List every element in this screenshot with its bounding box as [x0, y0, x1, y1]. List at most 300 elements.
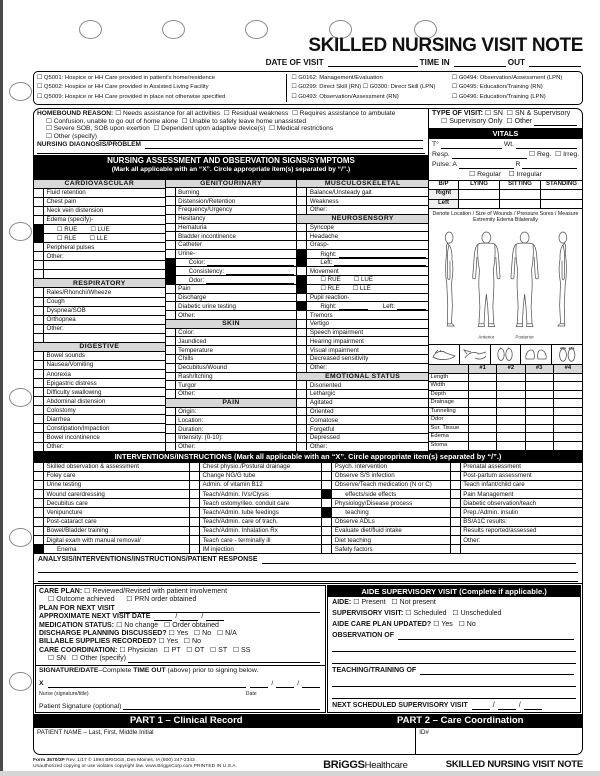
mark-cell[interactable] [34, 189, 44, 197]
assessment-item-label[interactable]: Colostomy [46, 406, 76, 414]
mark-cell[interactable] [451, 545, 461, 553]
assessment-item-label[interactable]: Cough [46, 298, 65, 306]
assessment-item-label[interactable]: Depressed [309, 434, 340, 442]
mark-cell[interactable] [297, 355, 307, 363]
intervention-label[interactable]: IM injection [202, 545, 234, 553]
mark-cell[interactable] [34, 388, 44, 396]
assessment-item-label[interactable]: Other: [46, 443, 64, 451]
assessment-item-label[interactable]: Distension/Retention [178, 197, 236, 205]
intervention-label[interactable]: Observe ADLs [334, 518, 375, 526]
assessment-item-label[interactable]: Balance/Unsteady gait [309, 188, 372, 196]
mark-cell[interactable] [166, 355, 176, 363]
wound-input-cell[interactable] [554, 374, 582, 383]
mark-cell[interactable] [34, 207, 44, 215]
mark-cell[interactable] [166, 346, 176, 354]
assessment-item-label[interactable]: Dyspnea/SOB [46, 307, 86, 315]
checkbox-options[interactable]: ☐ Needs assistance for all activities ☐ Residual weakness ☐ Requires assistance to ambulate [115, 110, 396, 118]
wound-input-cell[interactable] [497, 416, 525, 425]
mark-cell[interactable] [34, 334, 44, 342]
intervention-label[interactable]: Bowel/Bladder training [46, 527, 109, 535]
wound-input-cell[interactable] [497, 433, 525, 442]
assessment-item-label[interactable]: Burning [178, 188, 200, 196]
assessment-item-label[interactable]: Temperature [178, 346, 213, 354]
write-in-line[interactable] [534, 118, 577, 126]
wound-input-cell[interactable] [497, 442, 525, 451]
checkbox-options[interactable]: ☐ Supervisory Only ☐ Other [441, 118, 533, 126]
intervention-label[interactable]: Teach/Admin. care of trach. [202, 518, 278, 526]
intervention-label[interactable]: Physiology/Disease process [334, 499, 413, 507]
wound-input-cell[interactable] [554, 442, 582, 451]
intervention-label[interactable]: Admin. of vitamin B12 [202, 481, 263, 489]
assessment-item-label[interactable]: Decubitus/Wound [178, 364, 227, 372]
foot-diagram[interactable] [521, 345, 552, 364]
intervention-label[interactable]: Observe S/S infection [334, 472, 395, 480]
assessment-item-label[interactable]: Jaundiced [178, 337, 207, 345]
intervention-label[interactable]: Results reported/assessed [463, 527, 537, 535]
wound-input-cell[interactable] [497, 425, 525, 434]
assessment-item-label[interactable]: Intensity: (0-10): [178, 434, 223, 442]
resp-reg-irreg-checkboxes[interactable]: ☐ Reg. ☐ Irreg. [529, 150, 579, 158]
mark-cell[interactable] [322, 463, 332, 471]
mark-cell[interactable] [166, 373, 176, 381]
mark-cell[interactable] [34, 536, 44, 544]
mark-cell[interactable] [34, 443, 44, 451]
mark-cell[interactable] [166, 250, 176, 258]
mark-cell[interactable] [166, 241, 176, 249]
intervention-label[interactable]: Observe/Teach medication (N or C) [334, 481, 432, 489]
mark-cell[interactable] [166, 215, 176, 223]
checkbox-options[interactable]: ☐ Severe SOB, SOB upon exertion ☐ Dependent upon adaptive device(s) ☐ Medical restrictions [46, 125, 334, 133]
code-option[interactable]: ☐ Q5001: Hospice or HH Care provided in patient's home/residence [37, 74, 215, 81]
write-in-line[interactable] [180, 613, 198, 621]
mark-cell[interactable] [297, 381, 307, 389]
mark-cell[interactable] [34, 406, 44, 414]
write-in-line[interactable] [145, 141, 423, 149]
assessment-item-label[interactable]: Catheter [178, 241, 202, 249]
checkbox-options[interactable]: ☐ Yes ☐ No [158, 638, 201, 646]
assessment-item-label[interactable]: Chills [178, 355, 194, 363]
assessment-item-label[interactable]: Bowel incontinence [46, 433, 100, 441]
code-option[interactable]: ☐ G0494: Observation/Assessment (LPN) [451, 74, 563, 81]
assessment-item-label[interactable]: Grasp- [309, 241, 329, 249]
mark-cell[interactable] [166, 232, 176, 240]
mark-cell[interactable] [190, 527, 200, 535]
write-in-line[interactable] [99, 133, 423, 141]
intervention-label[interactable]: Psych. intervention [334, 463, 388, 471]
mark-cell[interactable] [297, 311, 307, 319]
intervention-label[interactable]: Enema [57, 545, 77, 553]
mark-cell[interactable] [34, 361, 44, 369]
assessment-item-label[interactable]: Bowel sounds [46, 352, 86, 360]
intervention-label[interactable]: Prenatal assessment [463, 463, 521, 471]
foot-diagram[interactable] [429, 345, 460, 364]
assessment-item-label[interactable]: Other: [46, 252, 64, 260]
assessment-item-label[interactable]: Hearing impairment [309, 337, 364, 345]
mark-cell[interactable] [451, 481, 461, 489]
date-of-visit-input[interactable] [328, 59, 418, 67]
mark-cell[interactable] [297, 188, 307, 196]
mark-cell[interactable] [34, 261, 44, 269]
mark-cell[interactable] [34, 424, 44, 432]
mark-cell[interactable] [190, 499, 200, 507]
assessment-item-label[interactable]: Vertigo [309, 320, 330, 328]
wound-input-cell[interactable] [497, 408, 525, 417]
assessment-item-label[interactable]: Chest pain [46, 198, 77, 206]
intervention-label[interactable]: Decubitus care [46, 499, 88, 507]
code-option[interactable]: ☐ G0496: Education/Training (LPN) [451, 93, 546, 100]
assessment-item-label[interactable]: Other: [309, 206, 328, 214]
intervention-label[interactable]: Post-cataract care [46, 518, 97, 526]
time-in-input[interactable] [454, 59, 506, 67]
assessment-item-label[interactable]: Other: [46, 325, 64, 333]
assessment-item-label[interactable]: Other: [309, 443, 328, 451]
wound-input-cell[interactable] [469, 408, 497, 417]
mark-cell[interactable] [166, 311, 176, 319]
assessment-item-label[interactable]: Headache [309, 232, 339, 240]
write-in-line[interactable] [332, 678, 576, 687]
mark-cell[interactable] [190, 490, 200, 498]
checkbox-option[interactable]: ☐ RUE [320, 276, 341, 284]
assessment-item-label[interactable]: Frequency/Urgency [178, 206, 233, 214]
mark-cell[interactable] [34, 307, 44, 315]
mark-cell[interactable] [297, 206, 307, 214]
assessment-item-label[interactable]: Orthopnea [46, 316, 76, 324]
intervention-label[interactable]: Teach care - terminally ill [202, 536, 271, 544]
write-in-line[interactable] [420, 667, 574, 675]
checkbox-options[interactable]: ☐ SN ☐ Other (specify) [48, 655, 126, 663]
intervention-label[interactable]: Safety factors [334, 545, 373, 553]
assessment-item-label[interactable]: Diabetic urine testing [178, 302, 236, 310]
write-in-line[interactable] [38, 573, 578, 582]
wound-input-cell[interactable] [526, 442, 554, 451]
assessment-item-label[interactable]: Rales/Rhonchi/Wheeze [46, 288, 112, 296]
write-in-line[interactable] [119, 605, 320, 613]
assessment-item-label[interactable]: Bladder incontinence [178, 232, 236, 240]
assessment-item-label[interactable]: Weakness [309, 197, 339, 205]
mark-cell[interactable] [297, 390, 307, 398]
foot-diagram[interactable] [491, 345, 522, 364]
checkbox-options[interactable]: ☐ Outcome achieved ☐ PRN order obtained [48, 596, 197, 604]
wound-input-cell[interactable] [497, 374, 525, 383]
mark-cell[interactable] [34, 508, 44, 516]
wound-input-cell[interactable] [526, 374, 554, 383]
assessment-item-label[interactable]: Urine- [178, 250, 196, 258]
wound-input-cell[interactable] [526, 408, 554, 417]
mark-cell[interactable] [297, 399, 307, 407]
mark-cell[interactable] [166, 390, 176, 398]
intervention-label[interactable]: Foley care [46, 472, 76, 480]
body-diagram[interactable] [429, 224, 582, 344]
mark-cell[interactable] [297, 241, 307, 249]
assessment-item-label[interactable]: Edema (specify)- [46, 216, 94, 224]
mark-cell[interactable] [451, 508, 461, 516]
intervention-label[interactable]: Diet teaching [334, 536, 371, 544]
mark-cell[interactable] [166, 206, 176, 214]
mark-cell[interactable] [297, 346, 307, 354]
mark-cell[interactable] [34, 415, 44, 423]
mark-cell[interactable] [322, 481, 332, 489]
mark-cell[interactable] [322, 527, 332, 535]
checkbox-option[interactable]: ☐ RLE [320, 285, 340, 293]
assessment-item-label[interactable]: Constipation/Impaction [46, 424, 110, 432]
assessment-item-label[interactable]: Abdominal distension [46, 397, 106, 405]
mark-cell[interactable] [34, 472, 44, 480]
intervention-label[interactable]: Teach ostomy/ileo. conduit care [202, 499, 290, 507]
write-in-line[interactable] [332, 690, 576, 699]
assessment-item-label[interactable]: Syncope [309, 223, 334, 231]
mark-cell[interactable] [34, 243, 44, 251]
mark-cell[interactable] [34, 527, 44, 535]
write-in-line[interactable] [128, 655, 320, 663]
mark-cell[interactable] [34, 518, 44, 526]
wound-input-cell[interactable] [469, 433, 497, 442]
intervention-label[interactable]: Evaluate diet/fluid intake [334, 527, 402, 535]
weight-input[interactable] [516, 141, 577, 149]
write-in-line[interactable] [524, 702, 542, 710]
wound-input-cell[interactable] [469, 425, 497, 434]
mark-cell[interactable] [451, 499, 461, 507]
write-in-line[interactable] [154, 613, 172, 621]
mark-cell[interactable] [451, 490, 461, 498]
wound-input-cell[interactable] [526, 433, 554, 442]
mark-cell[interactable] [297, 232, 307, 240]
mark-cell[interactable] [34, 352, 44, 360]
assessment-item-label[interactable]: Fluid retention [46, 189, 86, 197]
foot-diagram[interactable] [552, 345, 582, 364]
mark-cell[interactable] [322, 536, 332, 544]
code-option[interactable]: ☐ Q5009: Hospice or HH Care provided in place not otherwise specified [37, 93, 226, 100]
mark-cell[interactable] [451, 518, 461, 526]
mark-cell[interactable] [34, 252, 44, 260]
mark-cell[interactable] [297, 434, 307, 442]
checkbox-option[interactable]: ☐ RLE [57, 234, 77, 242]
mark-cell[interactable] [34, 397, 44, 405]
checkbox-options[interactable]: ☐ Other (specify) [46, 133, 97, 141]
assessment-item-label[interactable]: Speech impairment [309, 329, 364, 337]
checkbox-option[interactable]: ☐ LLE [352, 285, 371, 293]
mark-cell[interactable] [297, 408, 307, 416]
pulse-regularity-checkboxes[interactable]: ☐ Regular ☐ Irregular [469, 170, 542, 178]
intervention-label[interactable]: effects/side effects [345, 490, 397, 498]
mark-cell[interactable] [34, 481, 44, 489]
patient-signature-input[interactable] [123, 702, 320, 710]
intervention-label[interactable]: Venipuncture [46, 508, 83, 516]
checkbox-options[interactable]: ☐ Physician ☐ PT ☐ OT ☐ ST ☐ SS [119, 646, 251, 654]
mark-cell[interactable] [34, 198, 44, 206]
write-in-line[interactable] [37, 149, 425, 154]
write-in-line[interactable] [397, 302, 426, 310]
intervention-label[interactable]: Teach/Admin. IVs/Clysis [202, 490, 269, 498]
assessment-item-label[interactable]: Origin: [178, 407, 197, 415]
checkbox-options[interactable]: ☐ SN ☐ SN & Supervisory [484, 110, 571, 118]
assessment-item-label[interactable]: Difficulty swallowing [46, 388, 102, 396]
mark-cell[interactable] [297, 320, 307, 328]
mark-cell[interactable] [34, 270, 44, 278]
assessment-item-label[interactable]: Visual impairment [309, 346, 359, 354]
mark-cell[interactable] [34, 216, 44, 224]
intervention-label[interactable]: Change NG/G tube [202, 472, 256, 480]
checkbox-options[interactable]: ☐ Reviewed/Revised with patient involvement [84, 587, 228, 595]
checkbox-options[interactable]: ☐ Yes ☐ No [433, 620, 476, 628]
assessment-item-label[interactable]: Anorexia [46, 370, 71, 378]
mark-cell[interactable] [34, 298, 44, 306]
pulse-r-input[interactable] [522, 161, 577, 169]
mark-cell[interactable] [166, 337, 176, 345]
checkbox-option[interactable]: ☐ LUE [353, 276, 373, 284]
checkbox-options[interactable]: ☐ Present ☐ Not present [353, 598, 436, 606]
mark-cell[interactable] [297, 224, 307, 232]
mark-cell[interactable] [190, 518, 200, 526]
resp-input[interactable] [452, 151, 527, 159]
assessment-item-label[interactable]: Hematuria [178, 223, 207, 231]
bp-input-cell[interactable] [541, 190, 582, 200]
mark-cell[interactable] [34, 379, 44, 387]
intervention-label[interactable]: Skilled observation & assessment [46, 463, 140, 471]
wound-input-cell[interactable] [469, 399, 497, 408]
temp-input[interactable] [441, 141, 502, 149]
mark-cell[interactable] [34, 288, 44, 296]
write-in-line[interactable] [206, 276, 294, 284]
checkbox-options[interactable]: ☐ Scheduled ☐ Unscheduled [405, 609, 502, 617]
wound-input-cell[interactable] [497, 391, 525, 400]
foot-diagram[interactable] [460, 345, 491, 364]
mark-cell[interactable] [166, 425, 176, 433]
mark-cell[interactable] [451, 463, 461, 471]
mark-cell[interactable] [297, 197, 307, 205]
wound-input-cell[interactable] [554, 425, 582, 434]
assessment-item-label[interactable]: Epigastric distress [46, 379, 97, 387]
wound-input-cell[interactable] [554, 433, 582, 442]
checkbox-option[interactable]: ☐ LLE [89, 234, 108, 242]
mark-cell[interactable] [322, 472, 332, 480]
bp-input-cell[interactable] [459, 200, 500, 210]
assessment-item-label[interactable]: Disoriented [309, 381, 342, 389]
wound-input-cell[interactable] [554, 408, 582, 417]
assessment-item-label[interactable]: Other: [178, 390, 196, 398]
wound-input-cell[interactable] [469, 382, 497, 391]
code-option[interactable]: ☐ G0299: Direct Skill (RN) ☐ G0300: Direct Skill (LPN) [291, 84, 436, 91]
mark-cell[interactable] [34, 490, 44, 498]
mark-cell[interactable] [451, 527, 461, 535]
wound-input-cell[interactable] [469, 391, 497, 400]
intervention-label[interactable]: Prep./Admin. insulin [463, 508, 519, 516]
checkbox-options[interactable]: ☐ Yes ☐ No ☐ N/A [168, 629, 237, 637]
mark-cell[interactable] [451, 472, 461, 480]
assessment-item-label[interactable]: Decreased sensitivity [309, 355, 369, 363]
assessment-item-label[interactable]: Pupil reaction- [309, 294, 350, 302]
wound-input-cell[interactable] [497, 382, 525, 391]
sig-date-year[interactable] [302, 680, 320, 688]
mark-cell[interactable] [166, 302, 176, 310]
assessment-item-label[interactable]: Rash/Itching [178, 372, 213, 380]
intervention-label[interactable]: Teach infant/child care [463, 481, 525, 489]
mark-cell[interactable] [34, 463, 44, 471]
assessment-item-label[interactable]: Lethargic [309, 390, 336, 398]
code-option[interactable]: ☐ G0162: Management/Evaluation [291, 74, 383, 81]
wound-input-cell[interactable] [554, 391, 582, 400]
intervention-label[interactable]: BS/A1C results: [463, 518, 507, 526]
checkbox-options[interactable]: ☐ No change ☐ Order obtained [116, 621, 219, 629]
mark-cell[interactable] [190, 536, 200, 544]
mark-cell[interactable] [166, 364, 176, 372]
time-out-input[interactable] [529, 59, 581, 67]
write-in-line[interactable] [262, 556, 577, 564]
intervention-label[interactable]: Wound care/dressing [46, 490, 105, 498]
intervention-label[interactable]: Chest physio./Postural drainage [202, 463, 291, 471]
mark-cell[interactable] [166, 434, 176, 442]
write-in-line[interactable] [472, 702, 490, 710]
assessment-item-label[interactable]: Color: [178, 329, 195, 337]
write-in-line[interactable] [38, 564, 578, 573]
intervention-label[interactable]: Pain Management [463, 490, 514, 498]
mark-cell[interactable] [190, 545, 200, 553]
checkbox-option[interactable]: ☐ RUE [57, 225, 78, 233]
intervention-label[interactable]: Teach/Admin. Inhalation Rx [202, 527, 278, 535]
assessment-item-label[interactable]: Pain [178, 285, 191, 293]
mark-cell[interactable] [166, 294, 176, 302]
mark-cell[interactable] [166, 197, 176, 205]
assessment-item-label[interactable]: Neck vein distension [46, 207, 104, 215]
sig-date-day[interactable] [276, 680, 294, 688]
intervention-label[interactable]: teaching [345, 508, 369, 516]
write-in-line[interactable] [339, 250, 427, 258]
assessment-item-label[interactable]: Forgetful [309, 425, 335, 433]
wound-input-cell[interactable] [526, 416, 554, 425]
mark-cell[interactable] [322, 518, 332, 526]
checkbox-options[interactable]: ☐ Confusion, unable to go out of home alone ☐ Unable to safely leave home unassisted [46, 117, 306, 125]
assessment-item-label[interactable]: Duration: [178, 425, 204, 433]
mark-cell[interactable] [322, 545, 332, 553]
mark-cell[interactable] [166, 416, 176, 424]
mark-cell[interactable] [190, 481, 200, 489]
wound-input-cell[interactable] [469, 416, 497, 425]
mark-cell[interactable] [166, 408, 176, 416]
intervention-label[interactable]: Other: [463, 536, 481, 544]
assessment-item-label[interactable]: Location: [178, 416, 204, 424]
write-in-line[interactable] [207, 258, 294, 266]
bp-input-cell[interactable] [459, 190, 500, 200]
mark-cell[interactable] [34, 499, 44, 507]
intervention-label[interactable]: Urine testing [46, 481, 82, 489]
wound-input-cell[interactable] [469, 442, 497, 451]
mark-cell[interactable] [297, 425, 307, 433]
assessment-item-label[interactable]: Diarrhea [46, 415, 71, 423]
wound-input-cell[interactable] [554, 399, 582, 408]
mark-cell[interactable] [166, 188, 176, 196]
mark-cell[interactable] [297, 443, 307, 451]
mark-cell[interactable] [322, 499, 332, 507]
write-in-line[interactable] [498, 702, 516, 710]
wound-input-cell[interactable] [526, 399, 554, 408]
assessment-item-label[interactable]: Discharge [178, 294, 207, 302]
wound-input-cell[interactable] [526, 382, 554, 391]
mark-cell[interactable] [297, 329, 307, 337]
write-in-line[interactable] [398, 632, 574, 640]
assessment-item-label[interactable]: Other: [178, 443, 196, 451]
assessment-item-label[interactable]: Other: [178, 311, 196, 319]
assessment-item-label[interactable]: Hesitancy [178, 215, 206, 223]
intervention-label[interactable]: Teach/Admin. tube feedings [202, 508, 279, 516]
assessment-item-label[interactable]: Comatose [309, 416, 339, 424]
assessment-item-label[interactable]: Peripheral pulses [46, 243, 95, 251]
mark-cell[interactable] [190, 463, 200, 471]
mark-cell[interactable] [297, 267, 307, 275]
code-option[interactable]: ☐ G0495: Education/Training (RN) [451, 84, 543, 91]
write-in-line[interactable] [334, 258, 426, 266]
assessment-item-label[interactable]: Nausea/Vomiting [46, 361, 94, 369]
bp-input-cell[interactable] [500, 200, 541, 210]
assessment-item-label[interactable]: Other: [309, 364, 328, 372]
